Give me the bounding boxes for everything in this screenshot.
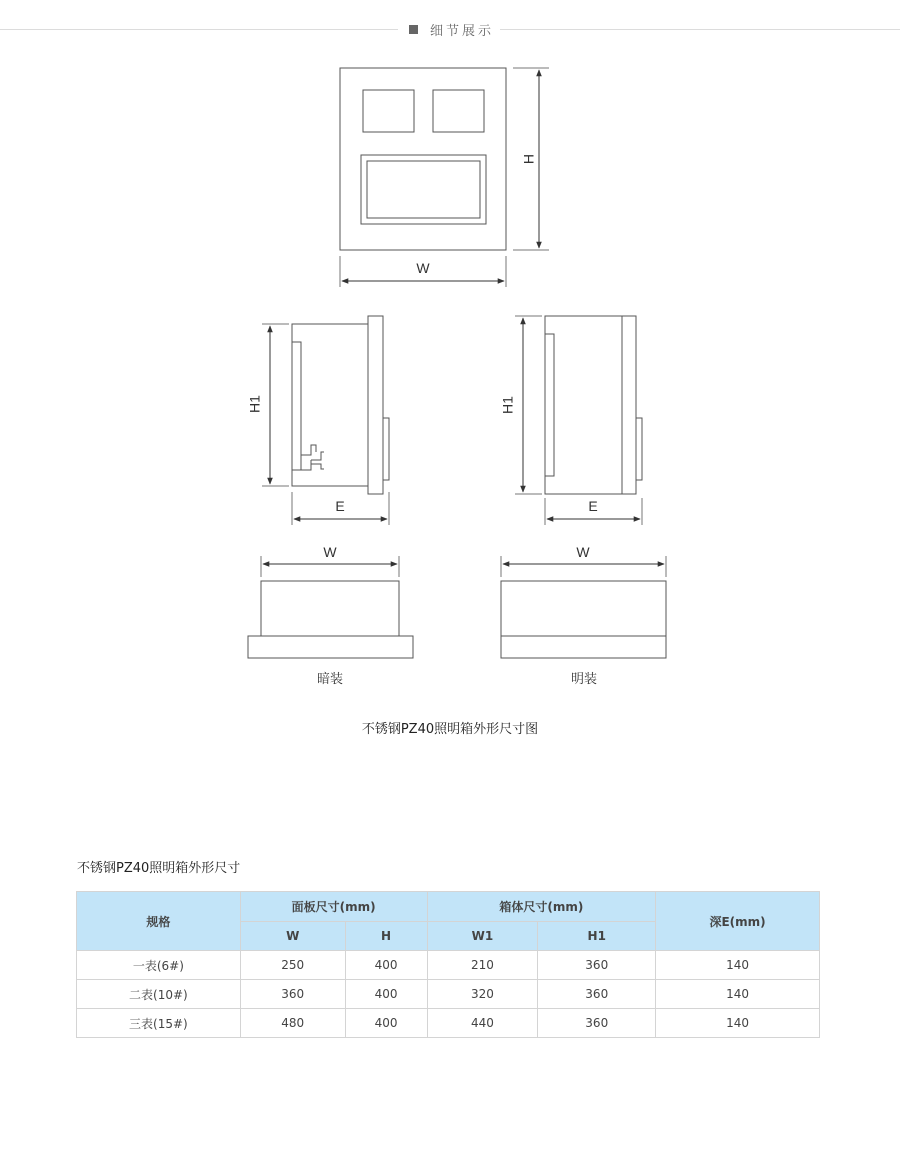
section-title: 细节展示: [430, 24, 495, 39]
table-title: 不锈钢PZ40照明箱外形尺寸: [77, 861, 241, 876]
header-spec: 规格: [77, 892, 241, 951]
side-view-surface: [515, 316, 642, 525]
bottom-surface-width-label: W: [576, 544, 590, 560]
cell-e: 140: [656, 1009, 820, 1038]
cell-e: 140: [656, 951, 820, 980]
cell-spec: 三表(15#): [77, 1009, 241, 1038]
front-width-label: W: [416, 260, 430, 276]
header-panel-w: W: [240, 922, 345, 951]
header-box-size: 箱体尺寸(mm): [427, 892, 656, 922]
header-box-h1: H1: [538, 922, 656, 951]
cell-w1: 210: [427, 951, 538, 980]
side-surface-height-label: H1: [499, 396, 516, 414]
dimension-table: [76, 891, 820, 1038]
cell-w: 480: [240, 1009, 345, 1038]
cell-h1: 360: [538, 980, 656, 1009]
cell-spec: 二表(10#): [77, 980, 241, 1009]
front-height-label: H: [520, 153, 537, 165]
side-view-flush: [262, 316, 389, 525]
cell-w1: 320: [427, 980, 538, 1009]
table-row: [77, 980, 820, 1009]
cell-w: 360: [240, 980, 345, 1009]
cell-h1: 360: [538, 951, 656, 980]
diagram-caption: 不锈钢PZ40照明箱外形尺寸图: [361, 722, 539, 737]
header-box-w1: W1: [427, 922, 538, 951]
header-panel-size: 面板尺寸(mm): [240, 892, 427, 922]
cell-h: 400: [345, 951, 427, 980]
bottom-view-flush: [248, 556, 413, 658]
cell-e: 140: [656, 980, 820, 1009]
cell-h1: 360: [538, 1009, 656, 1038]
side-flush-height-label: H1: [246, 395, 263, 413]
cell-w: 250: [240, 951, 345, 980]
surface-mount-caption: 明装: [570, 671, 598, 686]
table-row: [77, 1009, 820, 1038]
bottom-view-surface: [501, 556, 666, 658]
front-view: [340, 68, 549, 287]
cell-h: 400: [345, 1009, 427, 1038]
cell-spec: 一表(6#): [77, 951, 241, 980]
cell-w1: 440: [427, 1009, 538, 1038]
bottom-flush-width-label: W: [323, 544, 337, 560]
header-panel-h: H: [345, 922, 427, 951]
flush-mount-caption: 暗装: [316, 671, 344, 686]
header-depth: 深E(mm): [656, 892, 820, 951]
side-surface-depth-label: E: [588, 498, 598, 514]
side-flush-depth-label: E: [335, 498, 345, 514]
cell-h: 400: [345, 980, 427, 1009]
table-row: [77, 951, 820, 980]
